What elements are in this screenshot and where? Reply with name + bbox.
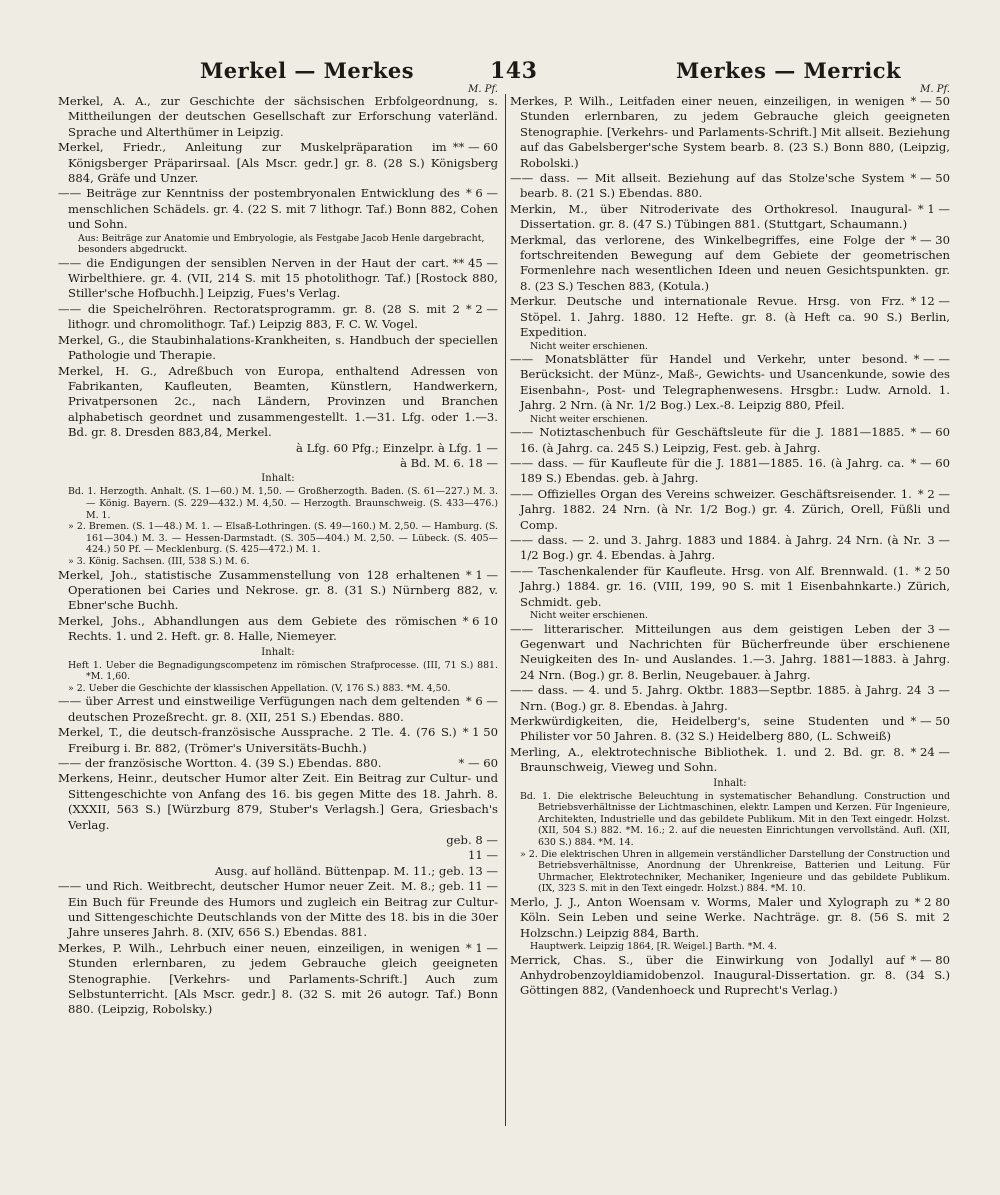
contents-heading: Inhalt:: [261, 646, 295, 658]
entry-text: —— Notiztaschenbuch für Geschäftsleute für die J. 1881—1885. 16. (à Jahrg. ca. 245 S.) Leipzig, Fest. geb. à Jahrg.: [510, 425, 905, 455]
price-line: 11 —: [467, 848, 498, 863]
entry-text: Merlo, J. J., Anton Woensam v. Worms, Maler und Xylograph zu Köln. Sein Leben und seine Werke. Nachträge. gr. 8. (56 S. mit 2 Holzschn.) Leipzig 884, Barth.: [510, 894, 950, 940]
bibliography-entry: [58, 186, 498, 232]
right-entries: [510, 94, 950, 999]
entry-text: —— dass. — für Kaufleute für die J. 1881—1885. 16. (à Jahrg. ca. 189 S.) Ebendas. geb. à Jahrg.: [510, 455, 905, 486]
bibliography-entry: [510, 683, 950, 714]
contents-item: » 2. Die elektrischen Uhren in allgemein verständlicher Darstellung der Construction und Betriebsverhältnisse, Anordnung der Uhrenkreise, Batterien und Leitung. Für Uhrmacher, Elektrotechniker, Mechaniker, Ingenieure und das gebildete Publikum. (IX, 323 S. mit in den Text eingedr. Holzst.) 884. *M. 10.: [520, 848, 950, 895]
bibliography-entry: [510, 233, 950, 295]
entry-note: Nicht weiter erschienen.: [530, 610, 648, 621]
entry-price: * 6 —: [465, 186, 498, 201]
entry-text: Merkur. Deutsche und internationale Revue. Hrsg. von Frz. Stöpel. 1. Jahrg. 1880. 12 Hefte. gr. 8. (à Heft ca. 90 S.) Berlin, Expedition.: [510, 294, 950, 340]
price-line: à Bd. M. 6. 18 —: [400, 455, 498, 470]
entry-text: Merkens, Heinr., deutscher Humor alter Zeit. Ein Beitrag zur Cultur- und Sittengeschichte von Anfang des 16. bis gegen Mitte des 18. Jahrh. 8. (XXXII, 563 S.) [Würzburg 879, Stuber's Verlagsh.] Gera, Griesbach's Verlag.: [58, 771, 498, 832]
bibliography-entry: [58, 568, 498, 614]
column-divider: [505, 94, 506, 1126]
entry-note: Nicht weiter erschienen.: [530, 413, 648, 425]
entry-note: Nicht weiter erschienen.: [530, 340, 648, 352]
entry-text: —— dass. — 4. und 5. Jahrg. Oktbr. 1883—Septbr. 1885. à Jahrg. 24 Nrn. (Bog.) gr. 8. Ebendas. à Jahrg.: [510, 683, 922, 713]
entry-price: M. 8.; geb. 11 —: [400, 879, 498, 894]
entry-price: * — 50: [910, 713, 950, 728]
entry-text: Merkel, T., die deutsch-französische Aussprache. 2 Tle. 4. (76 S.) Freiburg i. Br. 882, (Trömer's Universitäts-Buchh.): [58, 725, 457, 755]
bibliography-entry: [510, 456, 950, 487]
entry-price: ** — 60: [452, 140, 498, 155]
entry-text: Merkmal, das verlorene, des Winkelbegriffes, eine Folge der fortschreitenden Bewegung auf dem Gebiete der geometrischen Formenlehre nach wesentlichen Ideen und neuen Gesichtspunkten. gr. 8. (23 S.) Teschen 883, (Kotula.): [510, 232, 950, 293]
bibliography-entry: [510, 425, 950, 456]
entry-text: —— über Arrest und einstweilige Verfügungen nach dem geltenden deutschen Prozeßrecht. gr. 8. (XII, 251 S.) Ebendas. 880.: [58, 694, 460, 724]
entry-text: Merkel, Joh., statistische Zusammenstellung von 128 erhaltenen Operationen bei Caries und Nekrose. gr. 8. (31 S.) Nürnberg 882, v. Ebner'sche Buchh.: [58, 567, 498, 613]
entry-price: * 1 —: [465, 567, 498, 582]
contents-item: Bd. 1. Herzogth. Anhalt. (S. 1—60.) M. 1,50. — Großherzogth. Baden. (S. 61—227.) M. 3. — König. Bayern. (S. 229—432.) M. 4,50. — Herzogth. Braunschweig. (S. 433—476.) M. 1.: [68, 486, 498, 521]
entry-price: * 1 —: [917, 201, 950, 216]
entry-text: —— litterarischer. Mitteilungen aus dem geistigen Leben der Gegenwart und Nachrichten für Bücherfreunde über erschienene Neuigkeiten des In- und Auslandes. 1.—3. Jahrg. 1881—1883. à Jahrg. 24 Nrn. (Bog.) gr. 8. Berlin, Neugebauer. à Jahrg.: [510, 621, 950, 682]
entry-text: —— Monatsblätter für Handel und Verkehr, unter besond. Berücksicht. der Münz-, Maß-, Gewichts- und Usancenkunde, sowie des Eisenbahn-, Post- und Telegraphenwesens. Hrsgbr.: Ludw. Arnold. 1. Jahrg. 2 Nrn. (à Nr. 1/2 Bog.) Lex.-8. Leipzig 880, Pfeil.: [510, 352, 950, 413]
contents-heading: Inhalt:: [261, 473, 295, 485]
entry-text: Merkel, H. G., Adreßbuch von Europa, enthaltend Adressen von Fabrikanten, Kaufleuten, Beamten, Künstlern, Handwerkern, Privatpersonen 2c., nach Ländern, Provinzen und Branchen alphabetisch geordnet und zusammengestellt. 1.—31. Lfg. oder 1.—3. Bd. gr. 8. Dresden 883,84, Merkel.: [58, 363, 498, 440]
bibliography-entry: [58, 879, 498, 941]
entry-text: Merkin, M., über Nitroderivate des Orthokresol. Inaugural-Dissertation. gr. 8. (47 S.) Tübingen 881. (Stuttgart, Schaumann.): [510, 201, 912, 232]
entry-text: —— die Endigungen der sensiblen Nerven in der Haut der Wirbelthiere. gr. 4. (VII, 214 S. mit 15 photolithogr. Taf.) [Rostock 880, Stiller'sche Hofbuchh.] Leipzig, Fues's Verlag.: [58, 255, 498, 301]
bibliography-entry: [58, 694, 498, 725]
entry-price: * — 60: [458, 755, 498, 770]
entry-text: Merkel, G., die Staubinhalations-Krankheiten, s. Handbuch der speciellen Pathologie und Therapie.: [58, 332, 498, 363]
contents-item: Bd. 1. Die elektrische Beleuchtung in systematischer Behandlung. Construction und Betriebsverhältnisse der Lichtmaschinen, elektr. Lampen und Kerzen. Für Ingenieure, Architekten, Industrielle und das gebildete Publikum. Mit in den Text eingedr. Holzst. (XII, 504 S.) 882. *M. 16.; 2. auf die neuesten Einrichtungen vervollständ. Aufl. (XII, 630 S.) 884. *M. 14.: [520, 790, 950, 848]
contents-item: Heft 1. Ueber die Begnadigungscompetenz im römischen Strafprocesse. (III, 71 S.) 881. *M. 1,60.: [68, 659, 498, 683]
entry-price: * — 60: [910, 455, 950, 470]
entry-text: —— Taschenkalender für Kaufleute. Hrsg. von Alf. Brennwald. (1. Jahrg.) 1884. gr. 16. (VIII, 199, 90 S. mit 1 Eisenbahnkarte.) Zürich, Schmidt. geb.: [510, 563, 950, 609]
bibliography-entry: [510, 352, 950, 414]
entry-price: * 6 —: [465, 694, 498, 709]
bibliography-entry: [58, 725, 498, 756]
entry-text: —— die Speichelröhren. Rectoratsprogramm. gr. 8. (28 S. mit 2 lithogr. und chromolithogr. Taf.) Leipzig 883, F. C. W. Vogel.: [58, 301, 460, 332]
price-line: Ausg. auf holländ. Büttenpap. M. 11.; geb. 13 —: [214, 863, 498, 878]
entry-price: * 1 50: [462, 725, 498, 740]
entry-price: 3 —: [927, 532, 950, 547]
bibliography-entry: [58, 756, 498, 771]
bibliography-entry: [510, 953, 950, 999]
entry-price: * 6 10: [462, 613, 498, 628]
currency-unit-left: M. Pf.: [468, 84, 498, 95]
entry-price: * — 50: [910, 171, 950, 186]
bibliography-entry: [58, 333, 498, 364]
bibliography-entry: [510, 895, 950, 941]
right-column: [510, 84, 950, 999]
entry-price: * — 80: [910, 952, 950, 967]
header-left-title: Merkel — Merkes: [200, 58, 415, 83]
bibliography-entry: [510, 533, 950, 564]
bibliography-entry: [58, 941, 498, 1018]
bibliography-entry: [58, 256, 498, 302]
contents-item: » 2. Bremen. (S. 1—48.) M. 1. — Elsaß-Lothringen. (S. 49—160.) M. 2,50. — Hamburg. (S. 161—304.) M. 3. — Hessen-Darmstadt. (S. 305—404.) M. 2,50. — Lübeck. (S. 405—424.) 50 Pf. — Mecklenburg. (S. 425—472.) M. 1.: [68, 521, 498, 556]
contents-heading: Inhalt:: [713, 777, 747, 789]
entry-text: —— Offizielles Organ des Vereins schweizer. Geschäftsreisender. 1. Jahrg. 1882. 24 Nrn. (à Nr. 1/2 Bog.) gr. 4. Zürich, Orell, Füßli und Comp.: [510, 486, 950, 532]
bibliography-entry: [510, 487, 950, 533]
entry-price: cart. ** 45 —: [421, 255, 498, 270]
entry-price: * 2 80: [914, 894, 950, 909]
bibliography-entry: [510, 294, 950, 340]
entry-price: * 24 —: [910, 744, 950, 759]
header-right-title: Merkes — Merrick: [676, 58, 902, 83]
bibliography-entry: [58, 94, 498, 140]
entry-price: 3 —: [927, 683, 950, 698]
entry-text: Merkel, Johs., Abhandlungen aus dem Gebiete des römischen Rechts. 1. und 2. Heft. gr. 8. Halle, Niemeyer.: [58, 613, 457, 644]
entry-price: 3 —: [927, 621, 950, 636]
entry-text: Merkel, A. A., zur Geschichte der sächsischen Erbfolgeordnung, s. Mittheilungen der deutschen Gesellschaft zur Erforschung vaterländ. Sprache und Alterthümer in Leipzig.: [58, 94, 498, 139]
entry-text: Merkes, P. Wilh., Leitfaden einer neuen, einzeiligen, in wenigen Stunden erlernbaren, zu jedem Gebrauche gleich geeigneten Stenographie. [Verkehrs- und Parlaments-Schrift.] Mit allseit. Beziehung auf das Gabelsberger'sche System bearb. 8. (23 S.) Bonn 880, (Leipzig, Robolski.): [510, 94, 950, 170]
entry-price: * — 30: [910, 232, 950, 247]
entry-text: —— und Rich. Weitbrecht, deutscher Humor neuer Zeit. Ein Buch für Freunde des Humors und zugleich ein Beitrag zur Cultur- und Sittengeschichte Deutschlands von der Mitte des 18. bis in die 30er Jahre unseres Jahrh. 8. (XIV, 656 S.) Ebendas. 881.: [58, 879, 498, 940]
entry-price: * — 60: [910, 425, 950, 440]
bibliography-entry: [510, 714, 950, 745]
entry-text: —— der französische Wortton. 4. (39 S.) Ebendas. 880.: [58, 755, 382, 770]
price-line: geb. 8 —: [446, 832, 498, 847]
entry-price: * 2 —: [917, 486, 950, 501]
bibliography-entry: [510, 171, 950, 202]
bibliography-entry: [510, 622, 950, 684]
entry-price: * — —: [913, 352, 950, 366]
entry-text: Merrick, Chas. S., über die Einwirkung von Jodallyl auf Anhydrobenzoyldiamidobenzol. Inaugural-Dissertation. gr. 8. (34 S.) Göttingen 882, (Vandenhoeck und Ruprecht's Verlag.): [510, 952, 950, 998]
contents-item: » 2. Ueber die Geschichte der klassischen Appellation. (V, 176 S.) 883. *M. 4,50.: [68, 682, 451, 694]
entry-text: Merling, A., elektrotechnische Bibliothek. 1. und 2. Bd. gr. 8. Braunschweig, Vieweg und Sohn.: [510, 744, 905, 775]
entry-text: —— dass. — 2. und 3. Jahrg. 1883 und 1884. à Jahrg. 24 Nrn. (à Nr. 1/2 Bog.) gr. 4. Ebendas. à Jahrg.: [510, 532, 922, 563]
entry-price: * — 50: [910, 94, 950, 108]
entry-note: Aus: Beiträge zur Anatomie und Embryologie, als Festgabe Jacob Henle dargebracht, besonders abgedruckt.: [78, 232, 485, 256]
price-line: à Lfg. 60 Pfg.; Einzelpr. à Lfg. 1 —: [295, 440, 498, 455]
entry-price: * 2 —: [465, 301, 498, 316]
bibliography-entry: [58, 302, 498, 333]
bibliography-entry: [510, 745, 950, 776]
contents-item: » 3. König. Sachsen. (III, 538 S.) M. 6.: [68, 555, 250, 567]
bibliography-entry: [58, 364, 498, 441]
bibliography-entry: [510, 564, 950, 610]
left-entries: [58, 94, 498, 1018]
bibliography-entry: [510, 202, 950, 233]
entry-text: Merkes, P. Wilh., Lehrbuch einer neuen, einzeiligen, in wenigen Stunden erlernbaren, zu jedem Gebrauche gleich geeigneten Stenographie. [Verkehrs- und Parlaments-Schrift.] Auch zum Selbstunterricht. [Als Mscr. gedr.] 8. (32 S. mit 26 autogr. Taf.) Bonn 880. (Leipzig, Robolsky.): [58, 940, 498, 1017]
bibliography-entry: [58, 140, 498, 186]
entry-text: Merkwürdigkeiten, die, Heidelberg's, seine Studenten und Philister vor 50 Jahren. 8. (32 S.) Heidelberg 880, (L. Schweiß): [510, 713, 905, 744]
page-number: 143: [490, 58, 538, 84]
currency-unit-right: M. Pf.: [920, 84, 950, 95]
entry-text: —— Beiträge zur Kenntniss der postembryonalen Entwicklung des menschlichen Schädels. gr. 4. (22 S. mit 7 lithogr. Taf.) Bonn 882, Cohen und Sohn.: [58, 186, 498, 232]
entry-text: —— dass. — Mit allseit. Beziehung auf das Stolze'sche System bearb. 8. (21 S.) Ebendas. 880.: [510, 171, 905, 201]
left-column: [58, 84, 498, 1018]
bibliography-entry: [58, 614, 498, 645]
entry-price: * 2 50: [914, 563, 950, 578]
entry-text: Merkel, Friedr., Anleitung zur Muskelpräparation im Königsberger Präparirsaal. [Als Mscr. gedr.] gr. 8. (28 S.) Königsberg 884, Gräfe und Unzer.: [58, 140, 498, 186]
entry-price: * 1 —: [465, 940, 498, 955]
bibliography-entry: [58, 771, 498, 833]
bibliography-entry: [510, 94, 950, 171]
entry-price: * 12 —: [910, 294, 950, 309]
entry-note: Hauptwerk. Leipzig 1864, [R. Weigel.] Barth. *M. 4.: [530, 941, 777, 953]
